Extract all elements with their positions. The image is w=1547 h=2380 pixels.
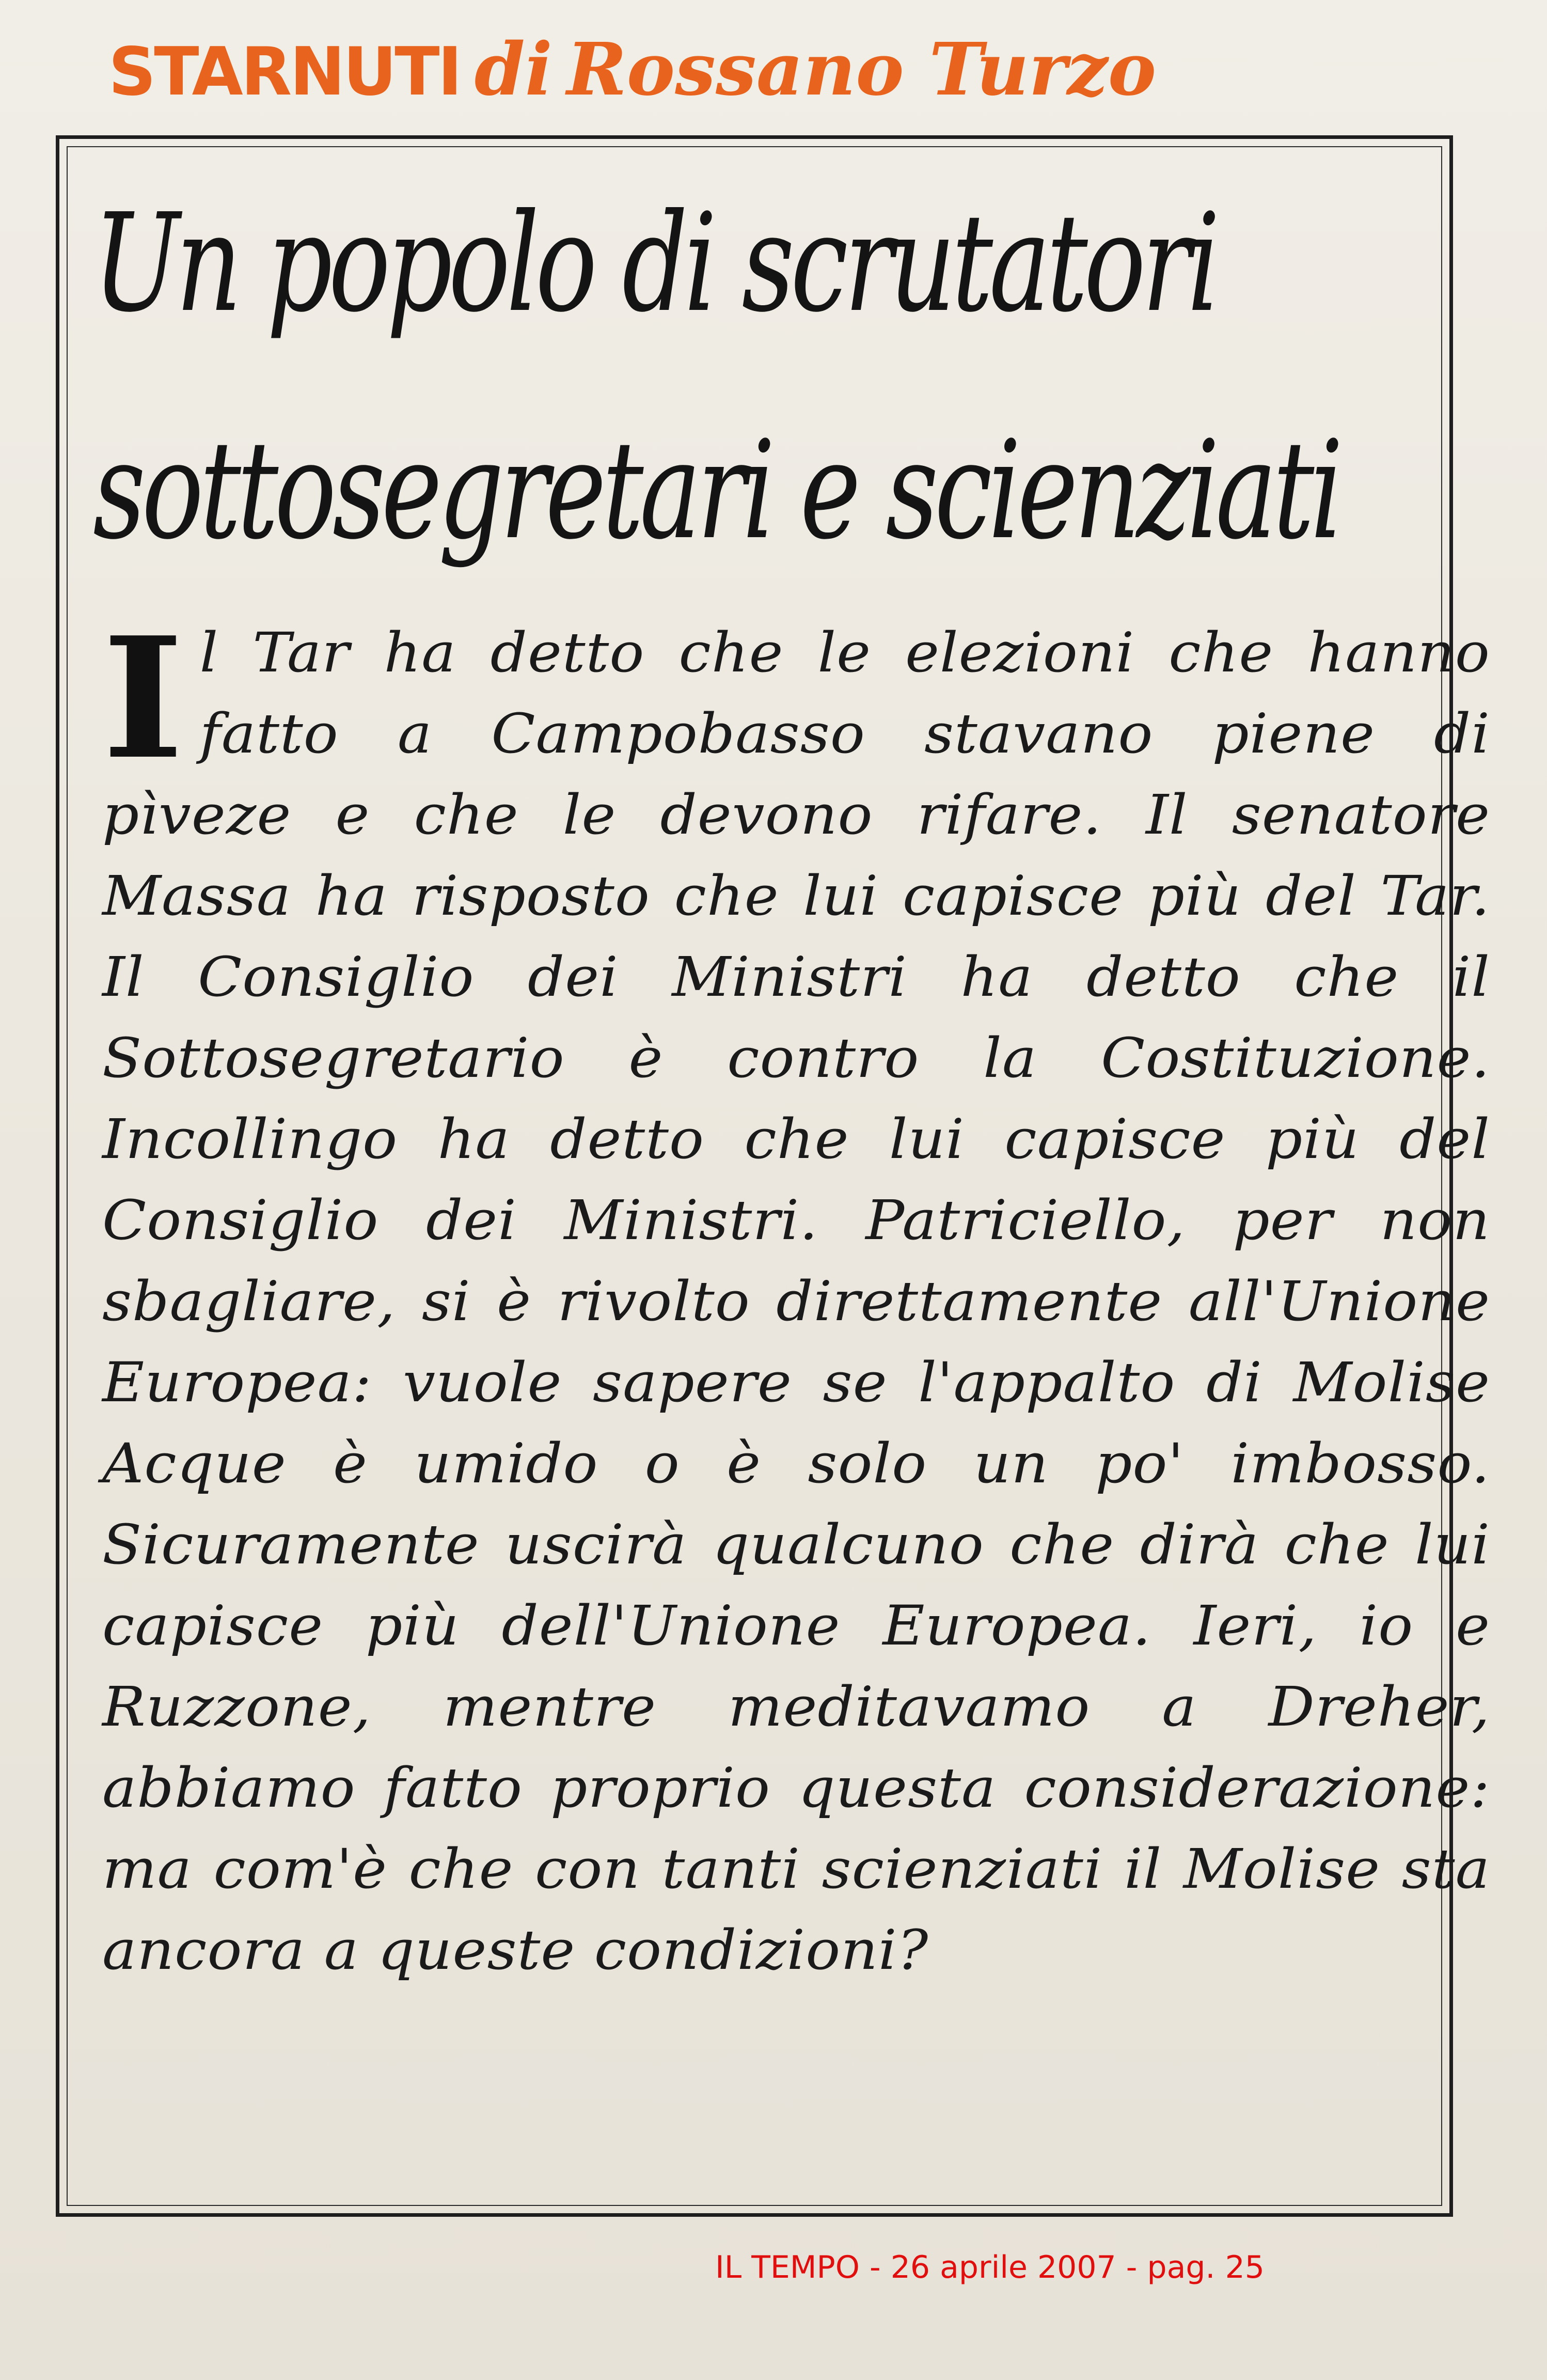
headline-line-2: sottosegretari e scienziati — [93, 412, 1339, 569]
source-citation: IL TEMPO - 26 aprile 2007 - pag. 25 — [715, 2249, 1265, 2285]
article-body-text: l Tar ha detto che le elezioni che hanno fatto a Campobasso stavano piene di pìveze e che le devono rifare. Il senatore Massa ha risposto che lui capisce più del Tar. Il Consiglio dei Ministri ha detto che il Sottosegretario è contro la Costituzione. Incollingo ha detto che lui capisce più del Consiglio dei Ministri. Patriciello, per non sbagliare, si è rivolto direttamente all'Unione Europea: vuole sapere se l'appalto di Molise Acque è umido o è solo un po' imbosso. Sicuramente uscirà qualcuno che dirà che lui capisce più dell'Unione Europea. Ieri, io e Ruzzone, mentre meditavamo a Dreher, abbiamo fatto proprio questa considerazione: ma com'è che con tanti scienziati il Molise sta ancora a queste condizioni? — [102, 621, 1491, 1982]
column-name: STARNUTI — [108, 34, 461, 111]
column-kicker — [108, 21, 1451, 119]
article-body — [102, 601, 1491, 1991]
article-headline — [93, 150, 1339, 604]
byline-connector: di — [474, 27, 552, 112]
author-name: Rossano Turzo — [566, 27, 1157, 112]
headline-line-1: Un popolo di scrutatori — [93, 184, 1217, 342]
drop-cap: I — [102, 601, 185, 796]
